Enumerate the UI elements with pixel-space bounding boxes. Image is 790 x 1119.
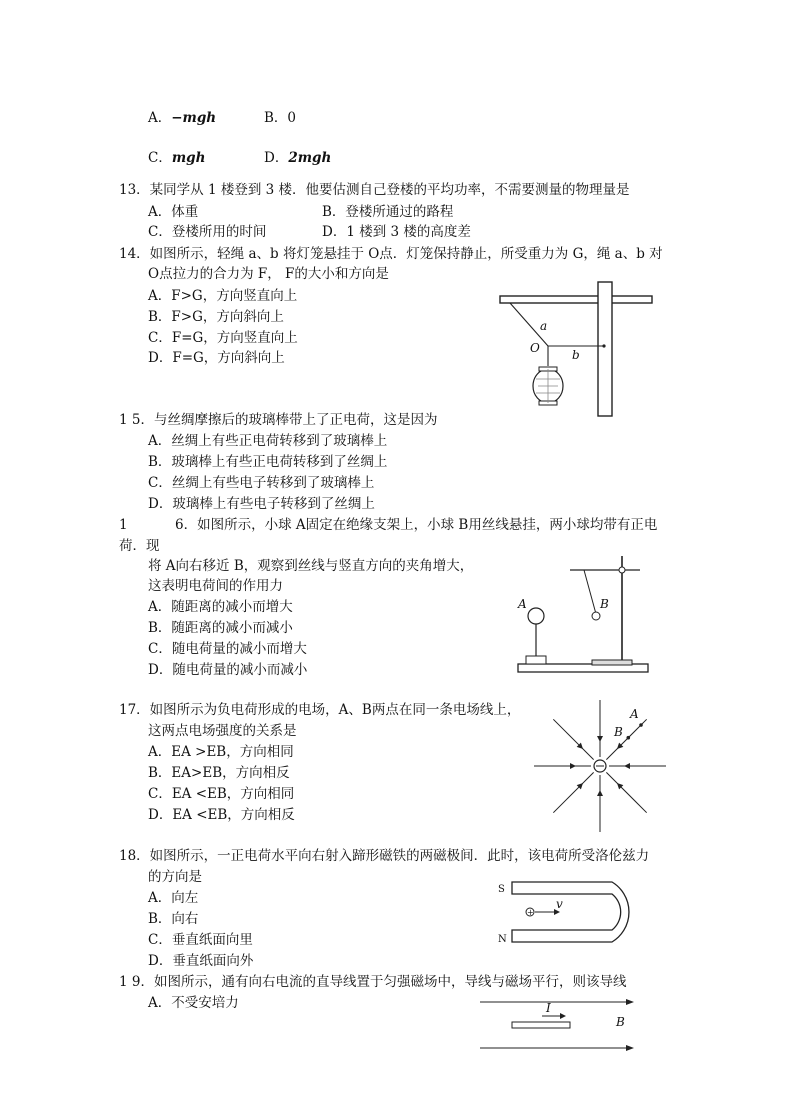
fig-label-plus: + — [527, 908, 534, 917]
fig-label-o: O — [530, 341, 540, 355]
fig-label-B: B — [614, 725, 623, 739]
q18-option-b: B．向右 — [148, 911, 199, 927]
q13-option-a: A．体重 — [148, 204, 199, 220]
point-a — [639, 723, 643, 727]
fig-label-N: N — [498, 934, 507, 945]
q19-option-a: A．不受安培力 — [148, 995, 239, 1011]
fig-label-B: B — [600, 597, 609, 611]
q15-option-c: C．丝绸上有些电子转移到了玻璃棒上 — [148, 475, 375, 491]
fig-label-v: v — [556, 897, 563, 911]
q13-option-c: C．登楼所用的时间 — [148, 224, 267, 240]
field-arrowhead — [597, 790, 603, 796]
q16-stem-line1: 6．如图所示，小球 A固定在绝缘支架上，小球 B用丝线悬挂，两小球均带有正电 — [175, 517, 658, 533]
field-line — [553, 719, 593, 759]
q16-stem-line2: 荷．现 — [119, 538, 160, 554]
q16-option-c: C．随电荷量的减小而增大 — [148, 641, 307, 657]
q14-option-d: D．F=G，方向斜向上 — [148, 350, 285, 366]
charged-spheres-figure — [510, 552, 660, 682]
q18-stem-line1: 18．如图所示，一正电荷水平向右射入蹄形磁铁的两磁极间．此时，该电荷所受洛伦兹力 — [119, 848, 650, 864]
point-b — [626, 736, 630, 740]
fig-label-A: A — [518, 597, 527, 611]
q18-option-c: C．垂直纸面向里 — [148, 932, 253, 948]
q17-option-b: B．EA>EB，方向相反 — [148, 765, 290, 781]
negative-charge-field-figure — [530, 696, 670, 836]
q14-option-c: C．F=G，方向竖直向上 — [148, 330, 298, 346]
q16-option-b: B．随距离的减小而减小 — [148, 620, 293, 636]
q17-option-d: D．EA <EB，方向相反 — [148, 807, 295, 823]
field-arrowhead — [597, 736, 603, 742]
fig-label-I: I — [546, 1001, 551, 1015]
q12-option-b: B．0 — [264, 110, 297, 126]
fig-label-b: b — [572, 348, 580, 362]
q13-option-d: D．1 楼到 3 楼的高度差 — [322, 224, 471, 240]
q18-option-a: A．向左 — [148, 890, 199, 906]
q14-stem-line2: O点拉力的合力为 F， F的大小和方向是 — [148, 266, 389, 282]
q15-option-d: D．玻璃棒上有些电子转移到了丝绸上 — [148, 496, 375, 512]
q17-option-a: A．EA >EB，方向相同 — [148, 744, 294, 760]
field-arrowhead — [570, 763, 576, 769]
q15-option-a: A．丝绸上有些正电荷转移到了玻璃棒上 — [148, 433, 388, 449]
q12-option-c: C．mgh — [148, 150, 206, 166]
fig-label-B: B — [616, 1015, 625, 1029]
fig-label-S: S — [498, 884, 505, 895]
wire-in-field-figure — [476, 996, 646, 1056]
fig-label-A: A — [630, 707, 639, 721]
field-line — [606, 772, 646, 812]
q17-stem-line2: 这两点电场强度的关系是 — [148, 723, 297, 739]
q14-option-b: B．F>G，方向斜向上 — [148, 309, 284, 325]
q16-option-a: A．随距离的减小而增大 — [148, 599, 293, 615]
q17-option-c: C．EA <EB，方向相同 — [148, 786, 295, 802]
lantern-figure — [494, 282, 664, 422]
q16-option-d: D．随电荷量的减小而减小 — [148, 662, 308, 678]
q16-stem-line4: 这表明电荷间的作用力 — [148, 578, 283, 594]
horseshoe-magnet-figure — [492, 872, 662, 952]
q14-option-a: A．F>G，方向竖直向上 — [148, 288, 298, 304]
q12-option-d: D．2mgh — [264, 150, 332, 166]
q15-option-b: B．玻璃棒上有些正电荷转移到了丝绸上 — [148, 454, 388, 470]
q16-stem-line3: 将 A向右移近 B，观察到丝线与竖直方向的夹角增大， — [148, 558, 474, 574]
q15-stem: 1 5．与丝绸摩擦后的玻璃棒带上了正电荷，这是因为 — [119, 412, 438, 428]
q12-option-a: A．−mgh — [148, 110, 217, 126]
q18-option-d: D．垂直纸面向外 — [148, 953, 254, 969]
q14-stem-line1: 14．如图所示，轻绳 a、b 将灯笼悬挂于 O点．灯笼保持静止，所受重力为 G，绳 a、b 对 — [119, 246, 663, 262]
q18-stem-line2: 的方向是 — [148, 869, 202, 885]
q13-option-b: B．登楼所通过的路程 — [322, 204, 454, 220]
q17-stem-line1: 17．如图所示为负电荷形成的电场，A、B两点在同一条电场线上， — [119, 702, 521, 718]
field-arrowhead — [624, 763, 630, 769]
q13-stem: 13．某同学从 1 楼登到 3 楼．他要估测自己登楼的平均功率，不需要测量的物理量是 — [119, 182, 630, 198]
q16-number: 1 — [119, 517, 128, 533]
fig-label-a: a — [540, 319, 548, 333]
field-line — [553, 772, 593, 812]
q19-stem: 1 9．如图所示，通有向右电流的直导线置于匀强磁场中，导线与磁场平行，则该导线 — [119, 974, 627, 990]
